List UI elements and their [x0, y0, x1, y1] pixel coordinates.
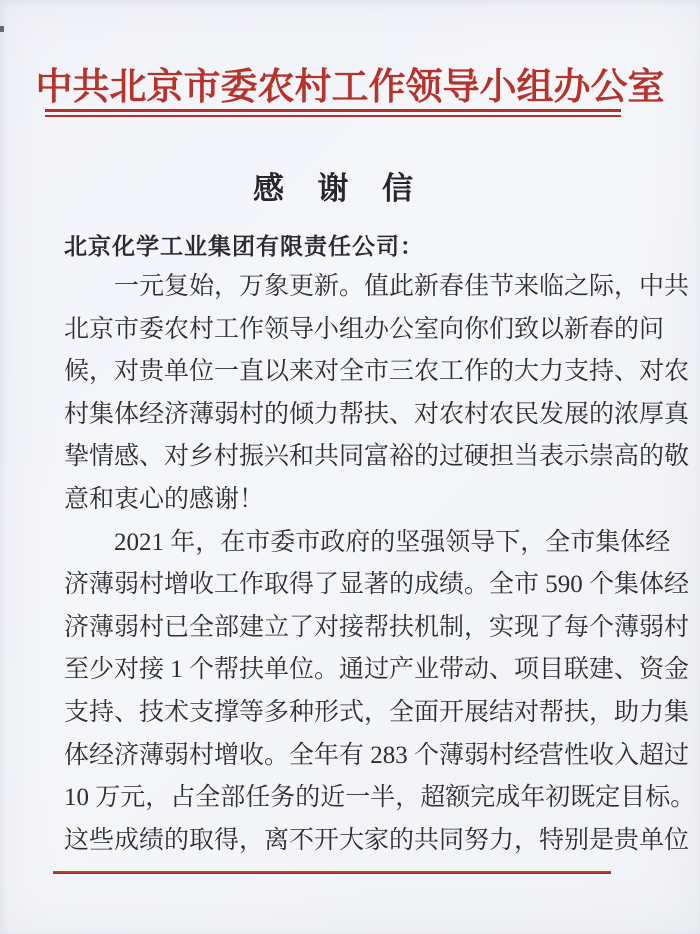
body-line: 候，对贵单位一直以来对全市三农工作的大力支持、对农 [64, 358, 690, 386]
body-line: 体经济薄弱村增收。全年有 283 个薄弱村经营性收入超过 [64, 741, 690, 769]
body-line: 挚情感、对乡村振兴和共同富裕的过硬担当表示崇高的敬 [64, 443, 690, 471]
scan-artifact-speck [0, 26, 4, 32]
letter-body [64, 266, 696, 862]
body-line: 北京市委农村工作领导小组办公室向你们致以新春的问 [64, 315, 665, 343]
body-line: 支持、技术支撑等多种形式，全面开展结对帮扶，助力集 [64, 698, 690, 726]
body-line: 济薄弱村增收工作取得了显著的成绩。全市 590 个集体经 [64, 571, 690, 599]
letter-title: 感 谢 信 [253, 171, 419, 206]
body-line: 村集体经济薄弱村的倾力帮扶、对农村农民发展的浓厚真 [64, 400, 690, 428]
body-line: 意和衷心的感谢！ [64, 485, 265, 513]
letterhead-org-name: 中共北京市委农村工作领导小组办公室 [35, 67, 665, 108]
footer-divider-line [53, 871, 611, 874]
body-line: 这些成绩的取得，离不开大家的共同努力，特别是贵单位 [64, 826, 690, 854]
letterhead-divider-line [45, 109, 621, 117]
body-line: 至少对接 1 个帮扶单位。通过产业带动、项目联建、资金 [64, 656, 690, 684]
body-line: 济薄弱村已全部建立了对接帮扶机制，实现了每个薄弱村 [64, 613, 690, 641]
body-line: 10 万元，占全部任务的近一半，超额完成年初既定目标。 [64, 784, 696, 812]
salutation-line: 北京化学工业集团有限责任公司： [64, 233, 424, 259]
body-line: 一元复始，万象更新。值此新春佳节来临之际，中共 [114, 273, 690, 300]
body-line: 2021 年，在市委市政府的坚强领导下，全市集体经 [114, 528, 671, 556]
